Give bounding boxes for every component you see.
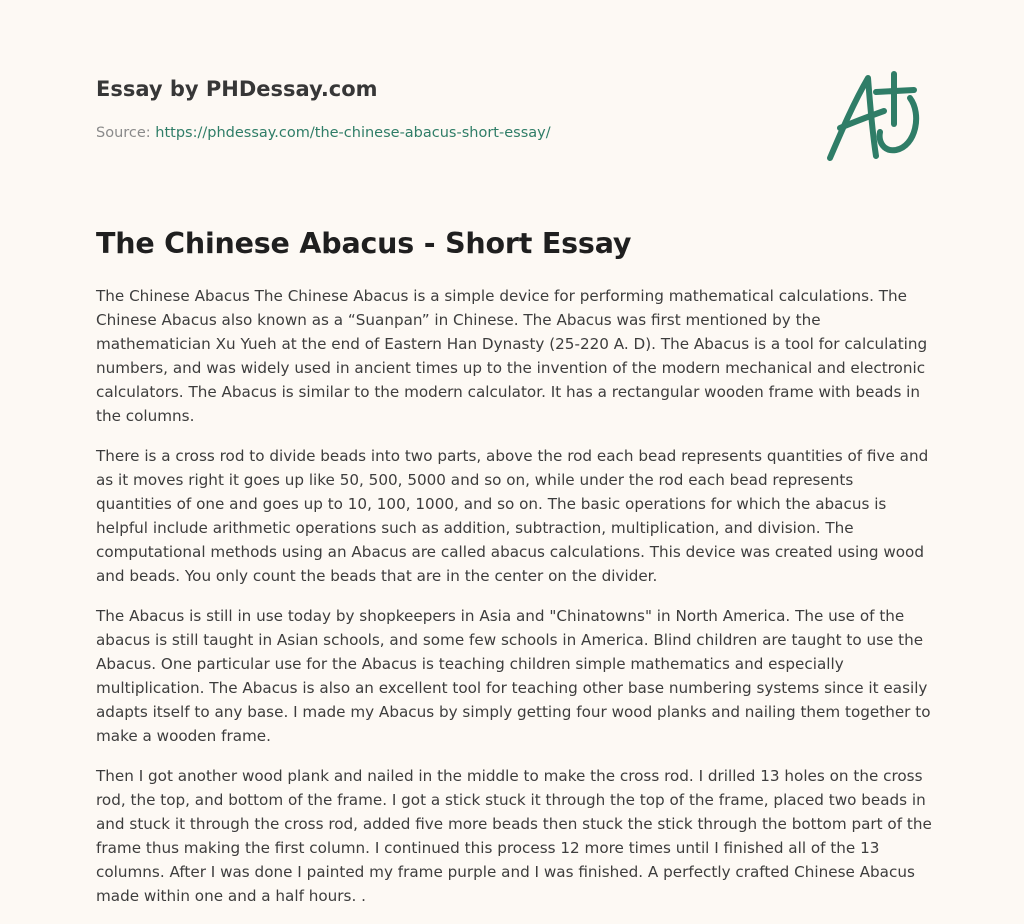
essay-paragraph: There is a cross rod to divide beads into two parts, above the rod each bead represents quantities of five and as it moves right it goes up like 50, 500, 5000 and so on, while under the rod each bead represents quantities of one and goes up to 10, 100, 1000, and so on. The basic operations for which the abacus is helpful include arithmetic operations such as addition, subtraction, multiplication, and division. The computational methods using an Abacus are called abacus calculations. This device was created using wood and beads. You only count the beads that are in the center on the divider. [96, 447, 929, 585]
essay-paragraph: The Chinese Abacus The Chinese Abacus is a simple device for performing mathematical calculations. The Chinese Abacus also known as a “Suanpan” in Chinese. The Abacus was first mentioned by the mathematician Xu Yueh at the end of Eastern Han Dynasty (25-220 A. D). The Abacus is a tool for calculating numbers, and was widely used in ancient times up to the invention of the modern mechanical and electronic calculators. The Abacus is similar to the modern calculator. It has a rectangular wooden frame with beads in the columns. [96, 287, 928, 425]
source-line [96, 122, 696, 144]
essay-paragraph: Then I got another wood plank and nailed in the middle to make the cross rod. I drilled 13 holes on the cross rod, the top, and bottom of the frame. I got a stick stuck it through the top of the frame, placed two beads in and stuck it through the cross rod, added five more beads then stuck the stick through the bottom part of the frame thus making the first column. I continued this process 12 more times until I finished all of the 13 columns. After I was done I painted my frame purple and I was finished. A perfectly crafted Chinese Abacus made within one and a half hours. . [96, 767, 932, 905]
brand-title: Essay by PHDessay.com [96, 77, 378, 101]
a-plus-grade-icon [820, 64, 930, 168]
source-label: Source: [96, 125, 151, 141]
source-link[interactable]: https://phdessay.com/the-chinese-abacus-short-essay/ [155, 125, 551, 141]
essay-title: The Chinese Abacus - Short Essay [96, 227, 632, 260]
essay-paragraph: The Abacus is still in use today by shopkeepers in Asia and "Chinatowns" in North America. The use of the abacus is still taught in Asian schools, and some few schools in America. Blind children are taught to use the Abacus. One particular use for the Abacus is teaching children simple mathematics and especially multiplication. The Abacus is also an excellent tool for teaching other base numbering systems since it easily adapts itself to any base. I made my Abacus by simply getting four wood planks and nailing them together to make a wooden frame. [96, 607, 931, 745]
page-header [96, 74, 696, 144]
essay-body [96, 284, 932, 924]
